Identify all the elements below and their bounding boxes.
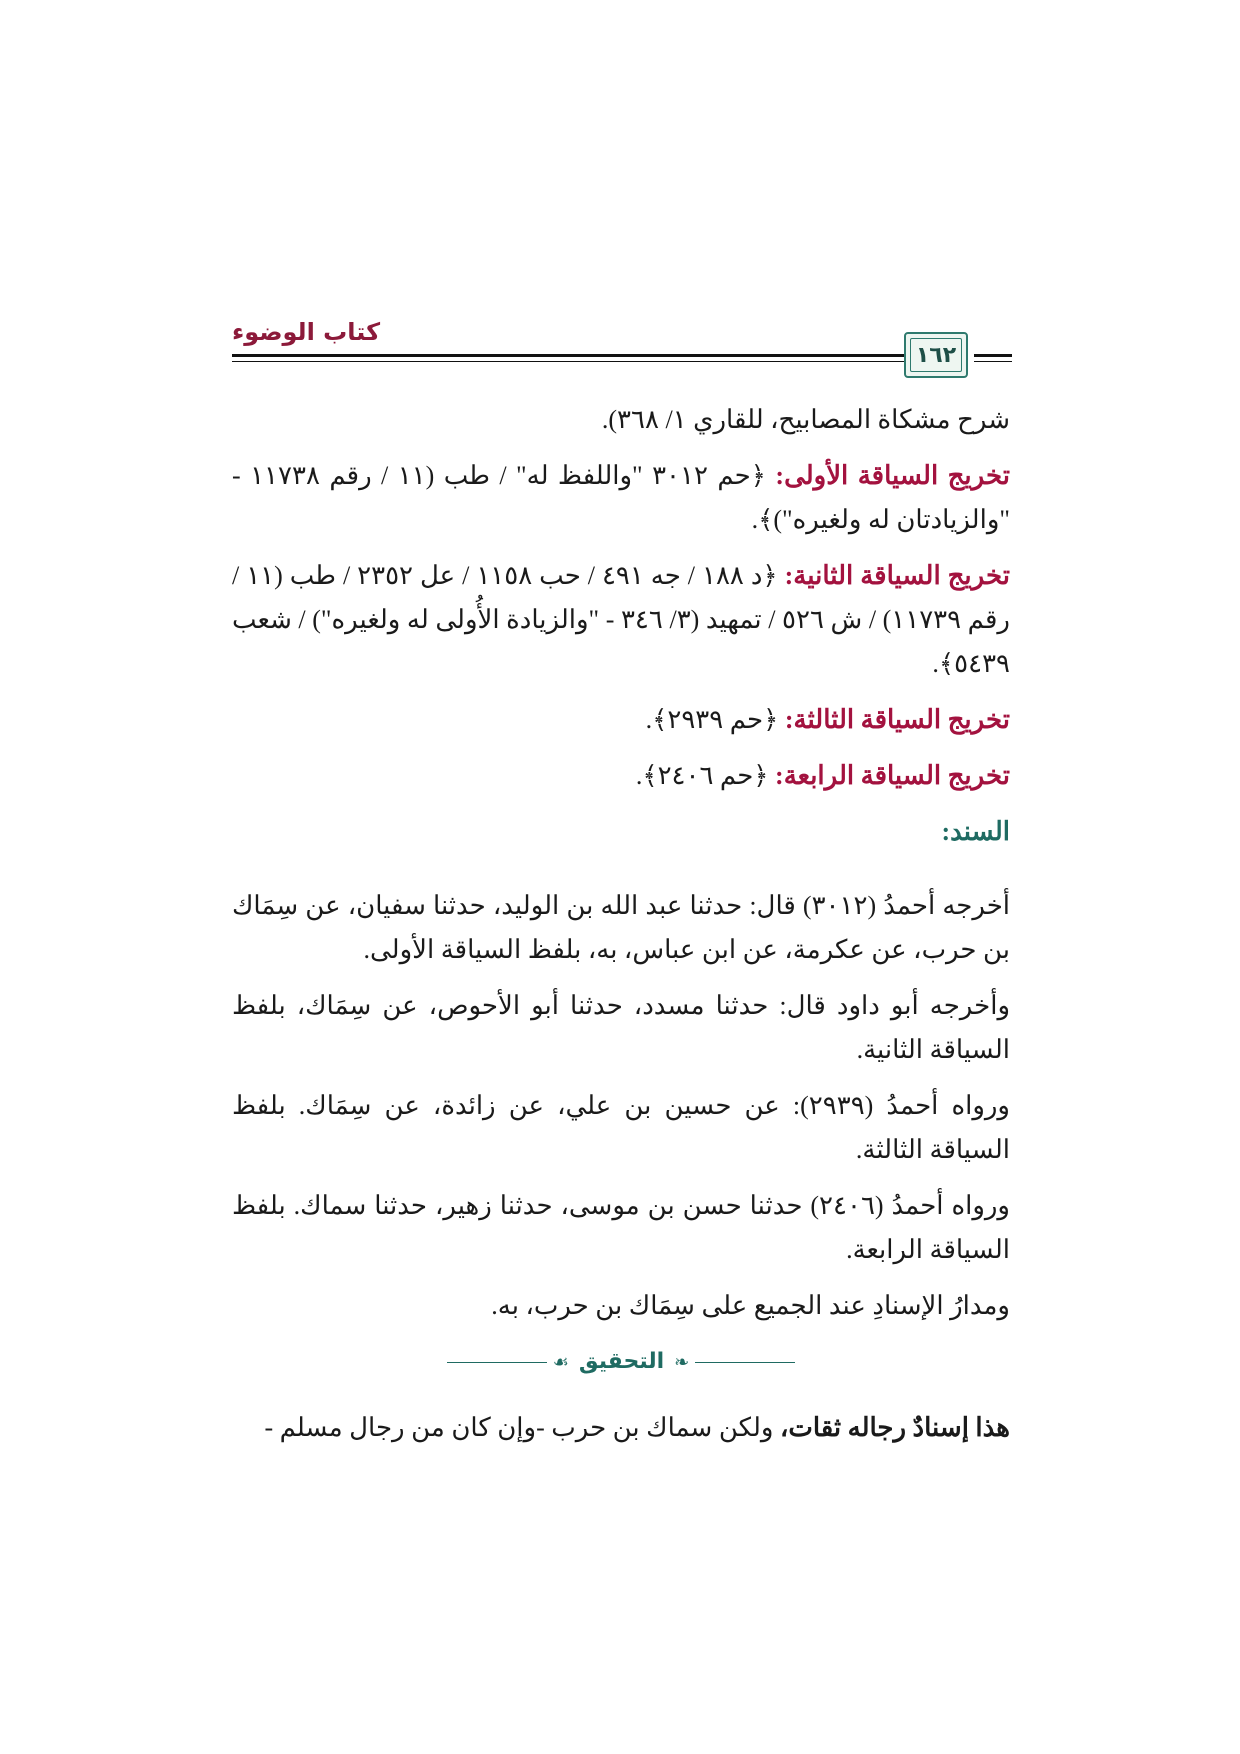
final-bold-phrase: هذا إسنادٌ رجاله ثقات، [779, 1413, 1010, 1442]
page-header [232, 318, 1012, 388]
header-rule-thick-left [232, 354, 932, 357]
takhrij-1 [232, 454, 1010, 542]
takhrij-2-heading: تخريج السياقة الثانية: [784, 561, 1011, 590]
narration-4: ورواه أحمدُ (٢٤٠٦) حدثنا حسن بن موسى، حدثنا زهير، حدثنا سماك. بلفظ السياقة الرابعة. [232, 1191, 1010, 1264]
ornament-icon-right: ❧ [674, 1352, 690, 1372]
ornament-icon-left: ☙ [552, 1352, 569, 1372]
divider-label: التحقيق [578, 1349, 665, 1374]
narration-2: وأخرجه أبو داود قال: حدثنا مسدد، حدثنا أبو الأحوص، عن سِمَاك، بلفظ السياقة الثانية. [232, 991, 1010, 1064]
narration-3: ورواه أحمدُ (٢٩٣٩): عن حسين بن علي، عن زائدة، عن سِمَاك. بلفظ السياقة الثالثة. [232, 1091, 1010, 1164]
madar-line: ومدارُ الإسنادِ عند الجميع على سِمَاك بن حرب، به. [491, 1291, 1010, 1320]
takhrij-4-body: ﴿حم ٢٤٠٦﴾. [635, 761, 776, 790]
final-paragraph [232, 1406, 1010, 1450]
takhrij-2-body: ﴿د ١٨٨ / جه ٤٩١ / حب ١١٥٨ / عل ٢٣٥٢ / طب (١١ / رقم ١١٧٣٩) / ش ٥٢٦ / تمهيد (٣/ ٣٤٦ - "والزيادة الأُولى له ولغيره") / شعب ٥٤٣٩﴾. [232, 561, 1010, 678]
takhrij-3-body: ﴿حم ٢٩٣٩﴾. [645, 705, 785, 734]
takhrij-1-body: ﴿حم ٣٠١٢ "واللفظ له" / طب (١١ / رقم ١١٧٣٨ - "والزيادتان له ولغيره")﴾. [232, 461, 1010, 534]
page-number-badge [904, 332, 968, 378]
reference-line: شرح مشكاة المصابيح، للقاري ١/ ٣٦٨). [601, 405, 1010, 434]
page-number: ١٦٢ [915, 342, 957, 368]
header-rule-thick-right [974, 354, 1012, 357]
text-column [232, 398, 1010, 1462]
section-divider [232, 1340, 1010, 1384]
final-rest: ولكن سماك بن حرب -وإن كان من رجال مسلم - [264, 1413, 780, 1442]
takhrij-4-heading: تخريج السياقة الرابعة: [775, 761, 1010, 790]
narration-1: أخرجه أحمدُ (٣٠١٢) قال: حدثنا عبد الله بن الوليد، حدثنا سفيان، عن سِمَاك بن حرب، عن عكرمة، عن ابن عباس، به، بلفظ السياقة الأولى. [232, 891, 1010, 964]
takhrij-3 [232, 698, 1010, 742]
divider-line-left [447, 1362, 547, 1363]
running-title: كتاب الوضوء [232, 318, 381, 346]
header-rule-thin-right [974, 361, 1012, 362]
takhrij-1-heading: تخريج السياقة الأولى: [775, 461, 1010, 490]
sanad-label: السند: [941, 817, 1010, 846]
takhrij-4 [232, 754, 1010, 798]
takhrij-2 [232, 554, 1010, 686]
header-rule-thin-left [232, 361, 932, 362]
divider-line-right [695, 1362, 795, 1363]
takhrij-3-heading: تخريج السياقة الثالثة: [784, 705, 1010, 734]
